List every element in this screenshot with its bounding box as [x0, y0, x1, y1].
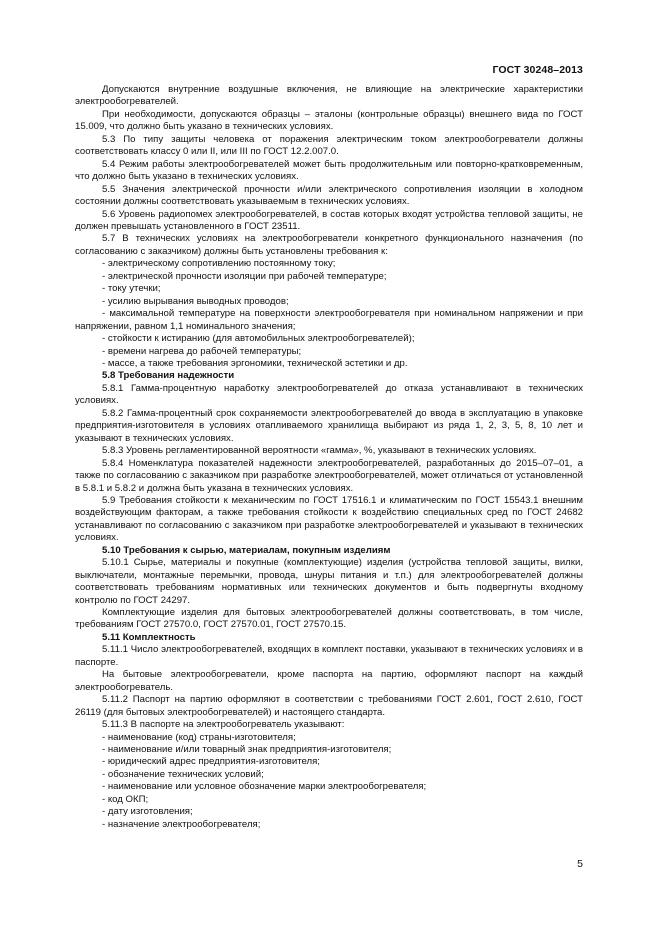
paragraph: 5.5 Значения электрической прочности и/или электрического сопротивления изоляции в холодном состоянии должны соответствовать указываемым в технических условиях.	[75, 183, 583, 208]
list-item: - дату изготовления;	[102, 806, 193, 818]
paragraph: Допускаются внутренние воздушные включения, не влияющие на электрические характеристики электрообогревателей.	[75, 84, 583, 108]
paragraph: 5.8.1 Гамма-процентную наработку электрообогревателей до отказа устанавливают в технических условиях.	[75, 382, 583, 407]
section-heading: 5.11 Комплектность	[102, 631, 196, 643]
section-heading: 5.8 Требования надежности	[102, 370, 235, 382]
list-item: - току утечки;	[102, 283, 161, 295]
paragraph: 5.8.3 Уровень регламентированной вероятности «гамма», %, указывают в технических условиях.	[102, 445, 537, 457]
document-code: ГОСТ 30248–2013	[492, 64, 583, 76]
paragraph: 5.7 В технических условиях на электрообогреватели конкретного функционального назначения (по согласованию с заказчиком) должны быть установлены требования к:	[75, 233, 583, 257]
section-heading: 5.10 Требования к сырью, материалам, покупным изделиям	[102, 544, 391, 556]
paragraph: 5.8.2 Гамма-процентный срок сохраняемости электрообогревателей до ввода в эксплуатацию в упаковке предприятия-изготовителя в условиях отапливаемого хранилища выбирают из ряда 1, 2, 3, 5, 8, 10 лет и указывают в технических условиях.	[75, 407, 583, 444]
list-item: - электрической прочности изоляции при рабочей температуре;	[102, 270, 387, 282]
list-item: - обозначение технических условий;	[102, 768, 264, 780]
paragraph: 5.11.2 Паспорт на партию оформляют в соответствии с требованиями ГОСТ 2.601, ГОСТ 2.610, ГОСТ 26119 (для бытовых электрообогревателей) и настоящего стандарта.	[75, 694, 583, 718]
list-item: - наименование и/или товарный знак предприятия-изготовителя;	[102, 744, 392, 756]
list-item: - наименование (код) страны-изготовителя;	[102, 731, 296, 743]
paragraph: 5.6 Уровень радиопомех электрообогревателей, в состав которых входят устройства тепловой защиты, не должен превышать установленного в ГОСТ 23511.	[75, 208, 583, 232]
paragraph: Комплектующие изделия для бытовых электрообогревателей должны соответствовать, в том числе, требованиям ГОСТ 27570.0, ГОСТ 27570.01, ГОСТ 27570.15.	[75, 607, 583, 631]
paragraph: 5.9 Требования стойкости к механическим по ГОСТ 17516.1 и климатическим по ГОСТ 15543.1 внешним воздействующим факторам, а также требования стойкости к воздействию специальных сред по ГОСТ 24682 устанавливают по согласованию с заказчиком при разработке электрообогревателей и указывают в технических условиях.	[75, 494, 583, 544]
list-item: - времени нагрева до рабочей температуры;	[102, 345, 302, 357]
paragraph: 5.4 Режим работы электрообогревателей может быть продолжительным или повторно-кратковременным, что должно быть указано в технических условиях.	[75, 158, 583, 183]
paragraph: При необходимости, допускаются образцы – эталоны (контрольные образцы) внешнего вида по ГОСТ 15.009, что должно быть указано в технических условиях.	[75, 108, 583, 133]
list-item: - назначение электрообогревателя;	[102, 818, 261, 830]
paragraph: 5.3 По типу защиты человека от поражения электрическим током электрообогреватели должны соответствовать классу 0 или II, или III по ГОСТ 12.2.007.0.	[75, 133, 583, 158]
list-item: - усилию вырывания выводных проводов;	[102, 295, 289, 307]
list-item: - максимальной температуре на поверхности электрообогревателя при номинальном напряжении и при напряжении, равном 1,1 номинального значения;	[75, 308, 583, 332]
paragraph: 5.11.3 В паспорте на электрообогреватель указывают:	[102, 719, 345, 731]
list-item: - массе, а также требования эргономики, технической эстетики и др.	[102, 357, 408, 369]
page-number: 5	[577, 858, 583, 870]
list-item: - юридический адрес предприятия-изготовителя;	[102, 756, 320, 768]
paragraph: 5.11.1 Число электрообогревателей, входящих в комплект поставки, указывают в технических условиях и в паспорте.	[75, 644, 583, 668]
list-item: - наименование или условное обозначение марки электрообогревателя;	[102, 781, 427, 793]
document-body	[75, 84, 583, 831]
list-item: - электрическому сопротивлению постоянному току;	[102, 258, 336, 270]
paragraph: На бытовые электрообогреватели, кроме паспорта на партию, оформляют паспорт на каждый электрообогреватель.	[75, 669, 583, 693]
paragraph: 5.10.1 Сырье, материалы и покупные (комплектующие) изделия (устройства тепловой защиты, вилки, выключатели, монтажные перемычки, провода, шнуры питания и т.п.) для электрообогревателей должны соответствовать требованиям нормативных или технических документов и быть подвергнуты входному контролю по ГОСТ 24297.	[75, 557, 583, 606]
list-item: - стойкости к истиранию (для автомобильных электрообогревателей);	[102, 333, 415, 345]
list-item: - код ОКП;	[102, 793, 149, 805]
paragraph: 5.8.4 Номенклатура показателей надежности электрообогревателей, разработанных до 2015–07–01, а также по согласованию с заказчиком при разработке электрообогревателей, может отличаться от установленной в 5.8.1 и 5.8.2 и должна быть указана в технических условиях.	[75, 457, 583, 494]
